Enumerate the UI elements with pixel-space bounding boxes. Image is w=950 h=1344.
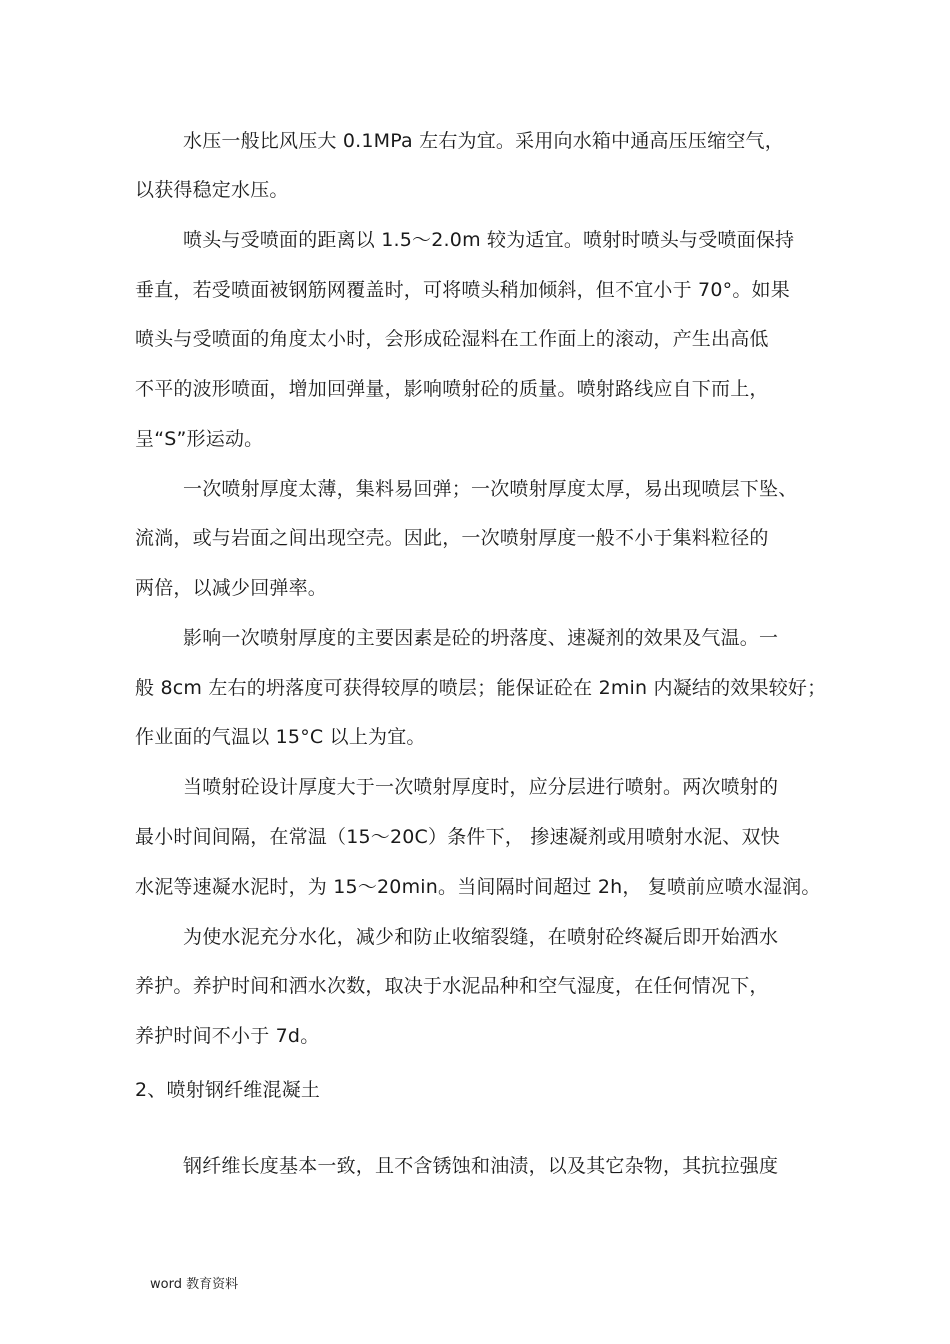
text-line: 最小时间间隔，在常温（15～20C）条件下， 掺速凝剂或用喷射水泥、双快	[135, 826, 780, 848]
text-line: 喷头与受喷面的角度太小时，会形成砼湿料在工作面上的滚动，产生出高低	[135, 328, 769, 350]
text-line: 般 8cm 左右的坍落度可获得较厚的喷层；能保证砼在 2min 内凝结的效果较好；	[135, 677, 827, 699]
text-line: 养护。养护时间和洒水次数，取决于水泥品种和空气湿度，在任何情况下，	[135, 975, 769, 997]
text-line: 不平的波形喷面，增加回弹量，影响喷射砼的质量。喷射路线应自下而上，	[135, 378, 769, 400]
text-line: 养护时间不小于 7d。	[135, 1025, 320, 1047]
text-line: 当喷射砼设计厚度大于一次喷射厚度时，应分层进行喷射。两次喷射的	[183, 776, 779, 798]
text-line: 两倍，以减少回弹率。	[135, 577, 328, 599]
text-line: 以获得稳定水压。	[135, 179, 289, 201]
text-line: 喷头与受喷面的距离以 1.5～2.0m 较为适宜。喷射时喷头与受喷面保持	[183, 229, 795, 251]
text-line: 影响一次喷射厚度的主要因素是砼的坍落度、速凝剂的效果及气温。一	[183, 627, 779, 649]
text-line: 作业面的气温以 15°C 以上为宜。	[135, 726, 426, 748]
text-line: 垂直，若受喷面被钢筋网覆盖时，可将喷头稍加倾斜，但不宜小于 70°。如果	[135, 279, 790, 301]
text-line: 水泥等速凝水泥时，为 15～20min。当间隔时间超过 2h， 复喷前应喷水湿润。	[135, 876, 821, 898]
footer-label: word 教育资料	[150, 1277, 239, 1292]
text-line: 一次喷射厚度太薄，集料易回弹；一次喷射厚度太厚，易出现喷层下坠、	[183, 478, 798, 500]
text-line: 流淌，或与岩面之间出现空壳。因此，一次喷射厚度一般不小于集料粒径的	[135, 527, 769, 549]
text-line: 钢纤维长度基本一致，且不含锈蚀和油渍，以及其它杂物，其抗拉强度	[183, 1155, 779, 1177]
text-line: 水压一般比风压大 0.1MPa 左右为宜。采用向水箱中通高压压缩空气，	[183, 130, 784, 152]
text-line: 为使水泥充分水化，减少和防止收缩裂缝，在喷射砼终凝后即开始洒水	[183, 926, 779, 948]
text-line: 呈“S”形运动。	[135, 428, 264, 450]
section-heading: 2、喷射钢纤维混凝土	[135, 1079, 321, 1101]
